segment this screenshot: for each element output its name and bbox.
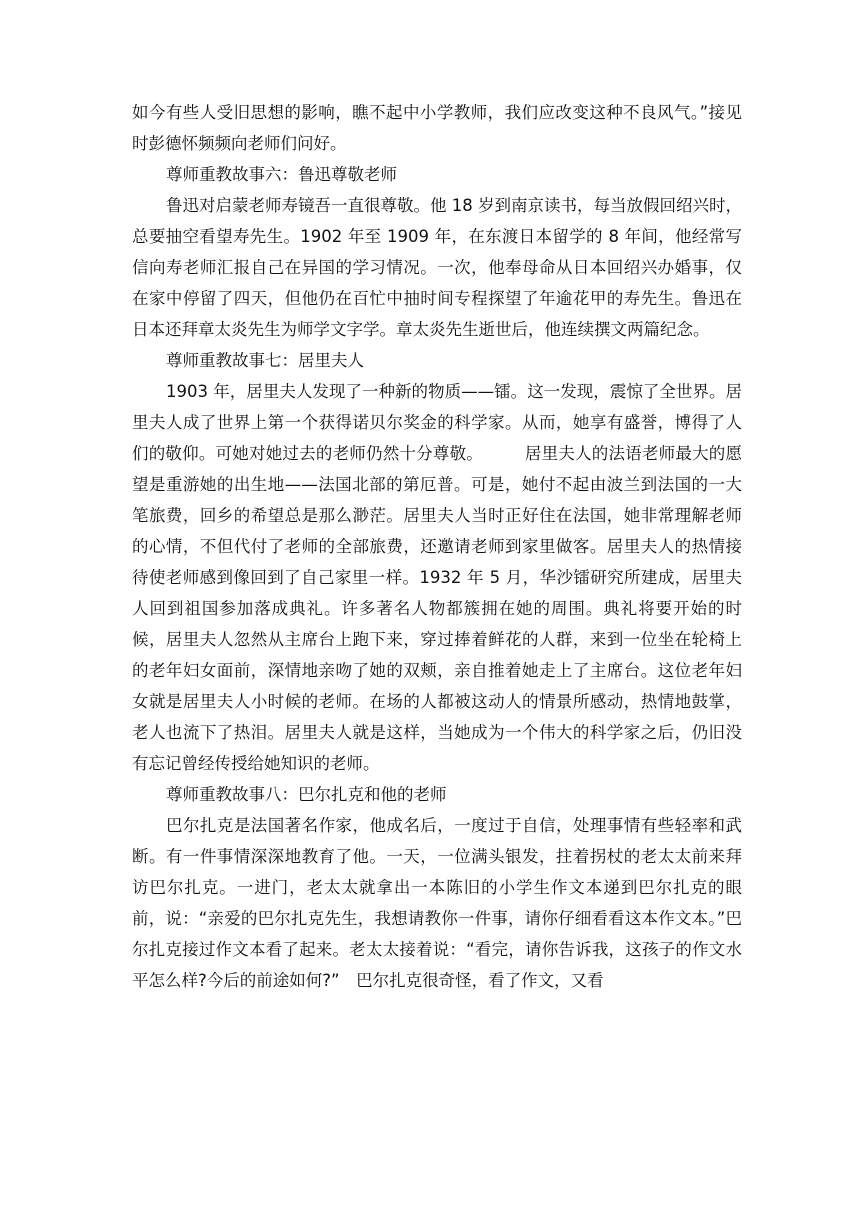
story-heading-eight: 尊师重教故事八：巴尔扎克和他的老师 xyxy=(166,785,447,804)
story-heading-six: 尊师重教故事六：鲁迅尊敬老师 xyxy=(166,165,397,184)
paragraph-balzac: 巴尔扎克是法国著名作家，他成名后，一度过于自信，处理事情有些轻率和武断。有一件事情深深地教育了他。一天，一位满头银发，拄着拐杖的老太太前来拜访巴尔扎克。一进门，老太太就拿出一本陈旧的小学生作文本递到巴尔扎克的眼前，说：“亲爱的巴尔扎克先生，我想请教你一件事，请你仔细看看这本作文本。”巴尔扎克接过作文本看了起来。老太太接着说：“看完，请你告诉我，这孩子的作文水平怎么样?今后的前途如何?” 巴尔扎克很奇怪，看了作文，又看 xyxy=(132,816,742,990)
story-heading-seven: 尊师重教故事七：居里夫人 xyxy=(166,351,364,370)
document-body xyxy=(132,97,742,996)
paragraph-continued: 如今有些人受旧思想的影响，瞧不起中小学教师，我们应改变这种不良风气。”接见时彭德怀频频向老师们问好。 xyxy=(132,103,742,153)
paragraph-lu-xun: 鲁迅对启蒙老师寿镜吾一直很尊敬。他 18 岁到南京读书，每当放假回绍兴时，总要抽空看望寿先生。1902 年至 1909 年，在东渡日本留学的 8 年间，他经常写信向寿老师汇报自己在异国的学习情况。一次，他奉母命从日本回绍兴办婚事，仅在家中停留了四天，但他仍在百忙中抽时间专程探望了年逾花甲的寿先生。鲁迅在日本还拜章太炎先生为师学文字学。章太炎先生逝世后，他连续撰文两篇纪念。 xyxy=(132,196,742,339)
paragraph-marie-curie: 1903 年，居里夫人发现了一种新的物质——镭。这一发现，震惊了全世界。居里夫人成了世界上第一个获得诺贝尔奖金的科学家。从而，她享有盛誉，博得了人们的敬仰。可她对她过去的老师仍然十分尊敬。 居里夫人的法语老师最大的愿望是重游她的出生地——法国北部的第厄普。可是，她付不起由波兰到法国的一大笔旅费，回乡的希望总是那么渺茫。居里夫人当时正好住在法国，她非常理解老师的心情，不但代付了老师的全部旅费，还邀请老师到家里做客。居里夫人的热情接待使老师感到像回到了自己家里一样。1932 年 5 月，华沙镭研究所建成，居里夫人回到祖国参加落成典礼。许多著名人物都簇拥在她的周围。典礼将要开始的时候，居里夫人忽然从主席台上跑下来，穿过捧着鲜花的人群，来到一位坐在轮椅上的老年妇女面前，深情地亲吻了她的双颊，亲自推着她走上了主席台。这位老年妇女就是居里夫人小时候的老师。在场的人都被这动人的情景所感动，热情地鼓掌，老人也流下了热泪。居里夫人就是这样，当她成为一个伟大的科学家之后，仍旧没有忘记曾经传授给她知识的老师。 xyxy=(132,382,742,773)
